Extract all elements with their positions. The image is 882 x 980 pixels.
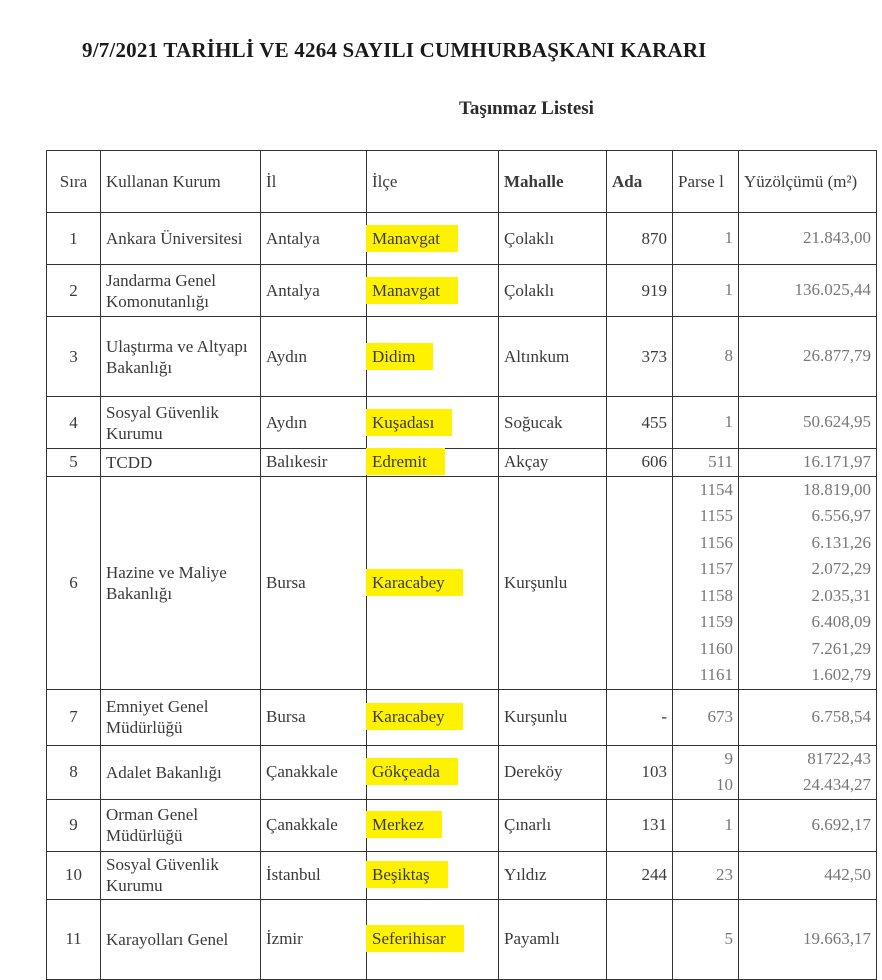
cell-kurum: Sosyal Güvenlik Kurumu <box>101 397 261 449</box>
header-mahalle: Mahalle <box>499 151 607 213</box>
cell-sira: 6 <box>47 476 101 689</box>
cell-mahalle: Dereköy <box>499 745 607 799</box>
yuzolcumu-value: 19.663,17 <box>803 928 871 948</box>
cell-sira: 1 <box>47 213 101 265</box>
cell-parsel <box>673 449 739 477</box>
parsel-value: 1 <box>724 280 733 300</box>
cell-mahalle: Payamlı <box>499 899 607 979</box>
cell-ada: 373 <box>607 317 673 397</box>
cell-parsel <box>673 745 739 799</box>
document-subtitle: Taşınmaz Listesi <box>459 98 594 119</box>
parsel-value: 511 <box>708 452 733 471</box>
cell-yuzolcumu <box>739 899 877 979</box>
table-row <box>47 799 877 851</box>
cell-yuzolcumu <box>739 317 877 397</box>
cell-parsel <box>673 265 739 317</box>
cell-il: Antalya <box>261 213 367 265</box>
cell-ilce <box>367 265 499 317</box>
cell-sira: 11 <box>47 899 101 979</box>
yuzolcumu-value: 1.602,79 <box>811 665 871 684</box>
parsel-value: 673 <box>707 706 733 726</box>
cell-kurum: Emniyet Genel Müdürlüğü <box>101 689 261 745</box>
header-parsel: Parse l <box>673 151 739 213</box>
cell-sira: 9 <box>47 799 101 851</box>
ilce-highlight: Gökçeada <box>366 758 458 785</box>
cell-sira: 4 <box>47 397 101 449</box>
table-row <box>47 851 877 899</box>
cell-kurum: Sosyal Güvenlik Kurumu <box>101 851 261 899</box>
cell-parsel <box>673 689 739 745</box>
cell-yuzolcumu <box>739 851 877 899</box>
yuzolcumu-value: 50.624,95 <box>803 412 871 432</box>
cell-il: Bursa <box>261 476 367 689</box>
cell-parsel <box>673 899 739 979</box>
cell-ada: 244 <box>607 851 673 899</box>
cell-yuzolcumu <box>739 213 877 265</box>
table-row <box>47 476 877 689</box>
cell-kurum: Orman Genel Müdürlüğü <box>101 799 261 851</box>
cell-mahalle: Çolaklı <box>499 213 607 265</box>
document-title: 9/7/2021 TARİHLİ VE 4264 SAYILI CUMHURBAŞKANI KARARI <box>82 38 707 62</box>
property-table <box>46 150 877 980</box>
cell-sira: 5 <box>47 449 101 477</box>
table-row <box>47 397 877 449</box>
cell-il: Aydın <box>261 397 367 449</box>
ilce-highlight: Manavgat <box>366 225 458 252</box>
cell-mahalle: Kurşunlu <box>499 689 607 745</box>
cell-yuzolcumu <box>739 476 877 689</box>
cell-kurum: Ulaştırma ve Altyapı Bakanlığı <box>101 317 261 397</box>
cell-il: Aydın <box>261 317 367 397</box>
cell-ilce <box>367 851 499 899</box>
ilce-highlight: Didim <box>366 343 433 370</box>
yuzolcumu-value: 16.171,97 <box>803 452 871 471</box>
cell-ilce <box>367 689 499 745</box>
parsel-value: 23 <box>716 864 733 884</box>
cell-ada <box>607 899 673 979</box>
cell-il: Çanakkale <box>261 745 367 799</box>
cell-sira: 3 <box>47 317 101 397</box>
parsel-value: 1157 <box>699 559 733 578</box>
cell-parsel <box>673 851 739 899</box>
parsel-value: 9 <box>724 748 733 768</box>
yuzolcumu-value: 21.843,00 <box>803 228 871 248</box>
cell-parsel <box>673 476 739 689</box>
cell-ilce <box>367 745 499 799</box>
cell-sira: 7 <box>47 689 101 745</box>
table-row <box>47 745 877 799</box>
cell-yuzolcumu <box>739 265 877 317</box>
cell-sira: 10 <box>47 851 101 899</box>
cell-parsel <box>673 213 739 265</box>
parsel-value: 8 <box>724 346 733 366</box>
ilce-highlight: Karacabey <box>366 703 463 730</box>
cell-parsel <box>673 397 739 449</box>
yuzolcumu-value: 442,50 <box>824 864 871 884</box>
yuzolcumu-value: 7.261,29 <box>811 638 871 658</box>
cell-mahalle: Akçay <box>499 449 607 477</box>
parsel-value: 1159 <box>699 612 733 631</box>
cell-kurum: Adalet Bakanlığı <box>101 745 261 799</box>
cell-il: Antalya <box>261 265 367 317</box>
header-il: İl <box>261 151 367 213</box>
cell-il: İzmir <box>261 899 367 979</box>
yuzolcumu-value: 81722,43 <box>807 748 871 768</box>
cell-ada: 870 <box>607 213 673 265</box>
ilce-highlight: Kuşadası <box>366 409 452 436</box>
table-row <box>47 899 877 979</box>
cell-ilce <box>367 799 499 851</box>
yuzolcumu-value: 6.131,26 <box>811 532 871 552</box>
parsel-value: 5 <box>724 928 733 948</box>
cell-yuzolcumu <box>739 449 877 477</box>
cell-kurum: Jandarma Genel Komonutanlığı <box>101 265 261 317</box>
cell-ilce <box>367 449 499 477</box>
cell-mahalle: Altınkum <box>499 317 607 397</box>
table-header-row <box>47 151 877 213</box>
cell-il: İstanbul <box>261 851 367 899</box>
parsel-value: 1 <box>724 412 733 432</box>
yuzolcumu-value: 6.408,09 <box>811 612 871 631</box>
cell-yuzolcumu <box>739 397 877 449</box>
cell-kurum: Karayolları Genel <box>101 899 261 979</box>
table-row <box>47 449 877 477</box>
yuzolcumu-value: 6.692,17 <box>811 814 871 834</box>
cell-kurum: TCDD <box>101 449 261 477</box>
cell-ada: 103 <box>607 745 673 799</box>
cell-il: Balıkesir <box>261 449 367 477</box>
table-row <box>47 213 877 265</box>
cell-ilce <box>367 213 499 265</box>
parsel-value: 1 <box>724 228 733 248</box>
cell-sira: 2 <box>47 265 101 317</box>
yuzolcumu-value: 26.877,79 <box>803 346 871 366</box>
cell-il: Bursa <box>261 689 367 745</box>
parsel-value: 1156 <box>699 532 733 552</box>
yuzolcumu-value: 6.556,97 <box>811 506 871 525</box>
cell-mahalle: Çınarlı <box>499 799 607 851</box>
cell-parsel <box>673 799 739 851</box>
ilce-highlight: Seferihisar <box>366 925 464 952</box>
yuzolcumu-value: 6.758,54 <box>811 706 871 726</box>
yuzolcumu-value: 2.035,31 <box>811 585 871 605</box>
cell-ada: - <box>607 689 673 745</box>
cell-ada: 606 <box>607 449 673 477</box>
cell-sira: 8 <box>47 745 101 799</box>
parsel-value: 1154 <box>699 479 733 499</box>
table-row <box>47 689 877 745</box>
ilce-highlight: Karacabey <box>366 569 463 596</box>
cell-ilce <box>367 317 499 397</box>
cell-mahalle: Soğucak <box>499 397 607 449</box>
cell-yuzolcumu <box>739 799 877 851</box>
ilce-highlight: Edremit <box>366 448 445 475</box>
parsel-value: 1160 <box>699 638 733 658</box>
cell-ada: 131 <box>607 799 673 851</box>
yuzolcumu-value: 24.434,27 <box>803 775 871 794</box>
parsel-value: 10 <box>716 775 733 794</box>
header-ilce: İlçe <box>367 151 499 213</box>
parsel-value: 1 <box>724 814 733 834</box>
ilce-highlight: Beşiktaş <box>366 861 448 888</box>
parsel-value: 1161 <box>699 665 733 684</box>
cell-yuzolcumu <box>739 689 877 745</box>
header-sira: Sıra <box>47 151 101 213</box>
cell-ada <box>607 476 673 689</box>
yuzolcumu-value: 136.025,44 <box>794 280 871 300</box>
cell-mahalle: Kurşunlu <box>499 476 607 689</box>
cell-parsel <box>673 317 739 397</box>
cell-yuzolcumu <box>739 745 877 799</box>
yuzolcumu-value: 2.072,29 <box>811 559 871 578</box>
cell-ada: 455 <box>607 397 673 449</box>
header-yuzolcumu: Yüzölçümü (m²) <box>739 151 877 213</box>
header-kurum: Kullanan Kurum <box>101 151 261 213</box>
yuzolcumu-value: 18.819,00 <box>803 479 871 499</box>
parsel-value: 1158 <box>699 585 733 605</box>
cell-ada: 919 <box>607 265 673 317</box>
parsel-value: 1155 <box>699 506 733 525</box>
table-row <box>47 317 877 397</box>
cell-kurum: Hazine ve Maliye Bakanlığı <box>101 476 261 689</box>
cell-il: Çanakkale <box>261 799 367 851</box>
cell-mahalle: Yıldız <box>499 851 607 899</box>
cell-kurum: Ankara Üniversitesi <box>101 213 261 265</box>
cell-ilce <box>367 397 499 449</box>
header-ada: Ada <box>607 151 673 213</box>
table-row <box>47 265 877 317</box>
cell-ilce <box>367 476 499 689</box>
cell-ilce <box>367 899 499 979</box>
ilce-highlight: Manavgat <box>366 277 458 304</box>
ilce-highlight: Merkez <box>366 811 442 838</box>
cell-mahalle: Çolaklı <box>499 265 607 317</box>
